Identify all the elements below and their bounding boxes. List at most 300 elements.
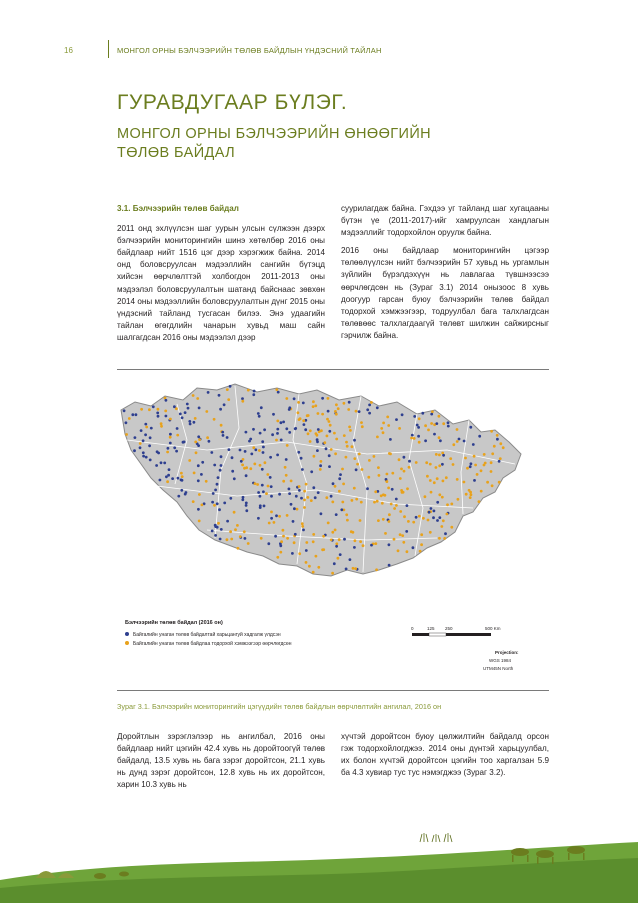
monitoring-point <box>436 519 439 522</box>
monitoring-point <box>220 464 223 467</box>
monitoring-point <box>342 483 345 486</box>
monitoring-point <box>218 508 221 511</box>
monitoring-point <box>275 388 278 391</box>
monitoring-point <box>231 456 234 459</box>
scale-label-500: 500 Km <box>485 626 501 631</box>
monitoring-point <box>427 429 430 432</box>
monitoring-point <box>297 401 300 404</box>
monitoring-point <box>237 547 240 550</box>
monitoring-point <box>498 460 501 463</box>
monitoring-point <box>226 436 229 439</box>
monitoring-point <box>330 538 333 541</box>
monitoring-point <box>168 468 171 471</box>
monitoring-point <box>348 426 351 429</box>
monitoring-point <box>260 537 263 540</box>
monitoring-point <box>261 484 264 487</box>
monitoring-point <box>261 440 264 443</box>
monitoring-point <box>367 476 370 479</box>
monitoring-point <box>387 424 390 427</box>
figure-bottom-rule <box>117 690 549 691</box>
monitoring-point <box>373 455 376 458</box>
monitoring-point <box>198 520 201 523</box>
monitoring-point <box>201 461 204 464</box>
monitoring-point <box>175 450 178 453</box>
monitoring-point <box>160 461 163 464</box>
monitoring-point <box>319 468 322 471</box>
monitoring-point <box>335 545 338 548</box>
monitoring-point <box>351 445 354 448</box>
monitoring-point <box>184 411 187 414</box>
monitoring-point <box>192 394 195 397</box>
monitoring-point <box>325 496 328 499</box>
monitoring-point <box>167 474 170 477</box>
monitoring-point <box>429 479 432 482</box>
monitoring-point <box>400 468 403 471</box>
monitoring-point <box>442 422 445 425</box>
monitoring-point <box>142 439 145 442</box>
monitoring-point <box>469 491 472 494</box>
monitoring-point <box>352 567 355 570</box>
monitoring-point <box>134 436 137 439</box>
monitoring-point <box>410 437 413 440</box>
scale-bar <box>411 626 501 636</box>
monitoring-point <box>338 490 341 493</box>
monitoring-point <box>317 491 320 494</box>
monitoring-point <box>298 418 301 421</box>
monitoring-point <box>307 432 310 435</box>
monitoring-point <box>245 431 248 434</box>
monitoring-point <box>417 435 420 438</box>
monitoring-point <box>395 498 398 501</box>
monitoring-point <box>345 441 348 444</box>
monitoring-point <box>443 537 446 540</box>
monitoring-point <box>420 543 423 546</box>
monitoring-point <box>358 410 361 413</box>
monitoring-point <box>416 424 419 427</box>
monitoring-point <box>148 444 151 447</box>
monitoring-point <box>382 431 385 434</box>
monitoring-point <box>264 461 267 464</box>
monitoring-point <box>345 568 348 571</box>
monitoring-point <box>245 509 248 512</box>
monitoring-point <box>166 480 169 483</box>
monitoring-point <box>456 478 459 481</box>
monitoring-point <box>403 515 406 518</box>
monitoring-point <box>319 464 322 467</box>
monitoring-point <box>354 539 357 542</box>
monitoring-point <box>208 440 211 443</box>
monitoring-point <box>245 502 248 505</box>
monitoring-point <box>135 413 138 416</box>
monitoring-point <box>328 420 331 423</box>
monitoring-point <box>228 448 231 451</box>
monitoring-point <box>411 434 414 437</box>
left-column <box>117 203 325 344</box>
monitoring-point <box>390 503 393 506</box>
running-title: МОНГОЛ ОРНЫ БЭЛЧЭЭРИЙН ТӨЛӨВ БАЙДЛЫН ҮНДЭСНИЙ ТАЙЛАН <box>117 46 382 55</box>
monitoring-point <box>472 443 475 446</box>
monitoring-point <box>377 466 380 469</box>
monitoring-point <box>197 444 200 447</box>
monitoring-point <box>233 477 236 480</box>
monitoring-point <box>386 473 389 476</box>
monitoring-point <box>302 419 305 422</box>
monitoring-point <box>226 538 229 541</box>
monitoring-point <box>142 455 145 458</box>
monitoring-point <box>433 510 436 513</box>
monitoring-point <box>152 405 155 408</box>
monitoring-point <box>145 426 148 429</box>
monitoring-point <box>490 461 493 464</box>
monitoring-point <box>317 566 320 569</box>
monitoring-point <box>294 427 297 430</box>
monitoring-point <box>157 415 160 418</box>
monitoring-point <box>303 506 306 509</box>
monitoring-point <box>276 420 279 423</box>
monitoring-point <box>249 467 252 470</box>
monitoring-point <box>298 485 301 488</box>
monitoring-point <box>335 513 338 516</box>
monitoring-point <box>350 530 353 533</box>
monitoring-point <box>205 480 208 483</box>
monitoring-point <box>343 538 346 541</box>
monitoring-point <box>353 487 356 490</box>
monitoring-point <box>408 460 411 463</box>
monitoring-point <box>326 418 329 421</box>
monitoring-point <box>377 519 380 522</box>
monitoring-point <box>270 485 273 488</box>
monitoring-point <box>245 466 248 469</box>
monitoring-point <box>450 526 453 529</box>
monitoring-point <box>349 429 352 432</box>
monitoring-point <box>463 440 466 443</box>
monitoring-point <box>300 497 303 500</box>
bottom-left-paragraph: Доройтлын зэрэглэлээр нь ангилбал, 2016 оны байдлаар нийт цэгийн 42.4 хувь нь доройтоогүй төлөв байдалд, 13.5 хувь нь бага зэрэг доройтсон, 21.1 хувь нь дунд зэрэг доройтсон, 12.8 хувь нь их доройтсон, харин 10.3 хувь нь <box>117 732 325 790</box>
monitoring-point <box>316 449 319 452</box>
monitoring-point <box>241 400 244 403</box>
monitoring-point <box>381 502 384 505</box>
monitoring-point <box>230 538 233 541</box>
monitoring-point <box>294 533 297 536</box>
monitoring-point <box>358 453 361 456</box>
monitoring-point <box>387 487 390 490</box>
monitoring-point <box>337 557 340 560</box>
monitoring-point <box>214 489 217 492</box>
monitoring-point <box>395 418 398 421</box>
monitoring-point <box>305 561 308 564</box>
monitoring-point <box>222 434 225 437</box>
monitoring-point <box>399 477 402 480</box>
monitoring-point <box>171 477 174 480</box>
monitoring-point <box>273 521 276 524</box>
monitoring-point <box>393 507 396 510</box>
monitoring-point <box>393 538 396 541</box>
monitoring-point <box>333 562 336 565</box>
monitoring-point <box>293 397 296 400</box>
monitoring-point <box>317 428 320 431</box>
monitoring-point <box>163 462 166 465</box>
monitoring-point <box>419 550 422 553</box>
monitoring-point <box>430 491 433 494</box>
monitoring-point <box>320 512 323 515</box>
monitoring-point <box>313 455 316 458</box>
monitoring-point <box>361 468 364 471</box>
monitoring-point <box>388 513 391 516</box>
monitoring-point <box>368 459 371 462</box>
monitoring-point <box>445 476 448 479</box>
monitoring-point <box>169 418 172 421</box>
monitoring-point <box>406 550 409 553</box>
monitoring-point <box>186 403 189 406</box>
monitoring-point <box>312 571 315 574</box>
monitoring-point <box>312 486 315 489</box>
monitoring-point <box>312 400 315 403</box>
monitoring-point <box>368 404 371 407</box>
monitoring-point <box>353 457 356 460</box>
chapter-subtitle-line2: ТӨЛӨВ БАЙДАЛ <box>117 145 236 161</box>
monitoring-point <box>306 496 309 499</box>
monitoring-point <box>156 450 159 453</box>
bottom-right-paragraph: хүчтэй доройтсон буюу цөлжилтийн байдалд орсон гэж тодорхойлогджээ. 2014 оны дүнтэй харьцуулбал, их болон хүчтэй доройтсон цэгийн тоо харгалзан 5.9 ба 4.3 хувиар тус тус нэмэгджээ (Зураг 3.2). <box>341 732 549 778</box>
projection-title: Projection: <box>495 650 519 655</box>
monitoring-point <box>288 431 291 434</box>
monitoring-point <box>305 483 308 486</box>
monitoring-point <box>220 455 223 458</box>
monitoring-point <box>247 542 250 545</box>
monitoring-point <box>405 530 408 533</box>
monitoring-point <box>317 412 320 415</box>
monitoring-point <box>339 553 342 556</box>
monitoring-point <box>496 434 499 437</box>
monitoring-point <box>267 542 270 545</box>
monitoring-point <box>270 511 273 514</box>
monitoring-point <box>376 436 379 439</box>
monitoring-point <box>337 407 340 410</box>
monitoring-point <box>314 496 317 499</box>
monitoring-point <box>452 443 455 446</box>
monitoring-point <box>403 456 406 459</box>
monitoring-point <box>429 463 432 466</box>
monitoring-point <box>156 412 159 415</box>
monitoring-point <box>193 421 196 424</box>
monitoring-point <box>427 519 430 522</box>
monitoring-point <box>297 451 300 454</box>
monitoring-point <box>262 446 265 449</box>
monitoring-point <box>360 501 363 504</box>
monitoring-point <box>188 459 191 462</box>
monitoring-point <box>388 452 391 455</box>
monitoring-point <box>328 454 331 457</box>
monitoring-point <box>282 529 285 532</box>
monitoring-point <box>314 404 317 407</box>
monitoring-point <box>303 499 306 502</box>
monitoring-point <box>218 394 221 397</box>
monitoring-point <box>412 546 415 549</box>
monitoring-point <box>244 537 247 540</box>
monitoring-point <box>435 453 438 456</box>
monitoring-point <box>380 427 383 430</box>
monitoring-point <box>188 420 191 423</box>
monitoring-point <box>278 493 281 496</box>
monitoring-point <box>259 432 262 435</box>
monitoring-point <box>260 406 263 409</box>
monitoring-point <box>354 567 357 570</box>
monitoring-point <box>346 445 349 448</box>
monitoring-point <box>426 475 429 478</box>
monitoring-point <box>298 489 301 492</box>
monitoring-point <box>198 407 201 410</box>
legend-orange-marker <box>125 641 129 645</box>
monitoring-point <box>279 544 282 547</box>
monitoring-point <box>376 406 379 409</box>
monitoring-point <box>280 421 283 424</box>
monitoring-point <box>197 464 200 467</box>
monitoring-point <box>469 496 472 499</box>
monitoring-point <box>198 493 201 496</box>
monitoring-point <box>343 434 346 437</box>
monitoring-point <box>177 495 180 498</box>
legend-item-2: Байгалийн унаган төлөв байдлаа тодорхой хэмжээгээр өөрчлөгдсөн <box>133 641 292 647</box>
monitoring-point <box>330 448 333 451</box>
monitoring-point <box>239 535 242 538</box>
monitoring-point <box>418 441 421 444</box>
monitoring-point <box>239 449 242 452</box>
monitoring-point <box>418 515 421 518</box>
monitoring-point <box>213 504 216 507</box>
monitoring-point <box>374 542 377 545</box>
monitoring-point <box>351 499 354 502</box>
monitoring-point <box>308 565 311 568</box>
monitoring-point <box>312 405 315 408</box>
monitoring-point <box>214 524 217 527</box>
monitoring-point <box>123 409 126 412</box>
monitoring-point <box>280 439 283 442</box>
projection-line1: WGS 1984 <box>489 658 512 663</box>
monitoring-point <box>406 487 409 490</box>
scale-label-250: 250 <box>445 626 453 631</box>
monitoring-point <box>227 398 230 401</box>
monitoring-point <box>184 493 187 496</box>
monitoring-point <box>332 482 335 485</box>
monitoring-point <box>217 476 220 479</box>
monitoring-point <box>433 481 436 484</box>
monitoring-point <box>325 447 328 450</box>
monitoring-point <box>144 423 147 426</box>
monitoring-point <box>288 488 291 491</box>
monitoring-point <box>196 397 199 400</box>
monitoring-point <box>356 463 359 466</box>
right-paragraph-2: 2016 оны байдлаар мониторингийн цэгээр төлөөлүүлсэн нийт бэлчээрийн 57 хувьд нь ургамлын зүйлийн бүрэлдэхүүн нь лавлагаа түвшнээсээ өөрчлөгдсөн нь (Зураг 3.1) 2014 онызоос 8 хувь доогуур гарсан буюу бэлчээрийн төлөв байдал тодорхой хэмжээгээр, тодруулбал бага талхлагдсан төлөвөөс талхлагдаагүй төлөвт шилжин сайжирсныг гэрчилж байна. <box>341 246 549 340</box>
monitoring-point <box>276 428 279 431</box>
monitoring-point <box>197 435 200 438</box>
monitoring-point <box>244 450 247 453</box>
monitoring-point <box>216 483 219 486</box>
monitoring-point <box>328 430 331 433</box>
monitoring-point <box>373 501 376 504</box>
monitoring-point <box>353 546 356 549</box>
left-paragraph: 2011 онд эхлүүлсэн шаг уурын улсын сүлжээн дээрх бэлчээрийн мониторингийн шинэ хөтөлбөр 2016 оны байдлаар нийт 1516 цэг дээр хэрэгжиж байна. 2014 онд боловсруулсан мэдээллийн сангийн бүтэцд хийсэн өөрчлөлттэй холбогдон 2011-2013 оны мэдээлэл боловсруулалтын шатанд байснаас зөвхөн 2014 оны мэдээллийн боловсруулалтын дүнг 2015 оны үндэсний тайланд тусгасан билээ. Энэ удаагийн тайлан өгөгдлийн чанарын хувьд маш сайн шалгагдсан 2016 оны мэдээлэл дээр <box>117 224 325 342</box>
monitoring-point <box>376 500 379 503</box>
monitoring-point <box>245 504 248 507</box>
monitoring-point <box>361 425 364 428</box>
monitoring-point <box>444 532 447 535</box>
monitoring-point <box>252 428 255 431</box>
monitoring-point <box>421 412 424 415</box>
monitoring-point <box>142 451 145 454</box>
monitoring-point <box>300 457 303 460</box>
monitoring-point <box>429 531 432 534</box>
monitoring-point <box>412 521 415 524</box>
monitoring-point <box>275 514 278 517</box>
monitoring-point <box>193 472 196 475</box>
monitoring-point <box>226 388 229 391</box>
monitoring-point <box>169 433 172 436</box>
monitoring-point <box>231 470 234 473</box>
monitoring-point <box>259 506 262 509</box>
monitoring-point <box>380 494 383 497</box>
monitoring-point <box>292 520 295 523</box>
monitoring-point <box>438 436 441 439</box>
monitoring-point <box>486 481 489 484</box>
monitoring-point <box>258 415 261 418</box>
monitoring-point <box>424 439 427 442</box>
monitoring-point <box>285 474 288 477</box>
monitoring-point <box>223 502 226 505</box>
monitoring-point <box>327 410 330 413</box>
monitoring-point <box>432 516 435 519</box>
monitoring-point <box>262 451 265 454</box>
monitoring-point <box>399 510 402 513</box>
monitoring-point <box>374 490 377 493</box>
monitoring-point <box>334 485 337 488</box>
monitoring-point <box>397 549 400 552</box>
monitoring-point <box>359 519 362 522</box>
monitoring-point <box>447 425 450 428</box>
monitoring-point <box>339 473 342 476</box>
monitoring-point <box>335 542 338 545</box>
monitoring-point <box>452 463 455 466</box>
monitoring-point <box>179 413 182 416</box>
monitoring-point <box>304 428 307 431</box>
scale-label-0: 0 <box>411 626 414 631</box>
monitoring-point <box>293 541 296 544</box>
header-divider <box>108 40 109 58</box>
monitoring-point <box>189 423 192 426</box>
monitoring-point <box>309 429 312 432</box>
monitoring-point <box>263 428 266 431</box>
monitoring-point <box>302 529 305 532</box>
monitoring-point <box>286 514 289 517</box>
monitoring-point <box>249 438 252 441</box>
monitoring-point <box>480 490 483 493</box>
monitoring-point <box>345 513 348 516</box>
monitoring-point <box>270 495 273 498</box>
monitoring-point <box>449 457 452 460</box>
monitoring-point <box>406 504 409 507</box>
monitoring-point <box>267 485 270 488</box>
monitoring-point <box>490 470 493 473</box>
monitoring-point <box>474 464 477 467</box>
monitoring-point <box>301 525 304 528</box>
monitoring-point <box>240 460 243 463</box>
monitoring-point <box>301 468 304 471</box>
monitoring-point <box>312 533 315 536</box>
monitoring-point <box>447 421 450 424</box>
monitoring-point <box>436 477 439 480</box>
monitoring-point <box>295 495 298 498</box>
projection-line2: UTM45N North <box>483 666 514 671</box>
monitoring-point <box>291 552 294 555</box>
